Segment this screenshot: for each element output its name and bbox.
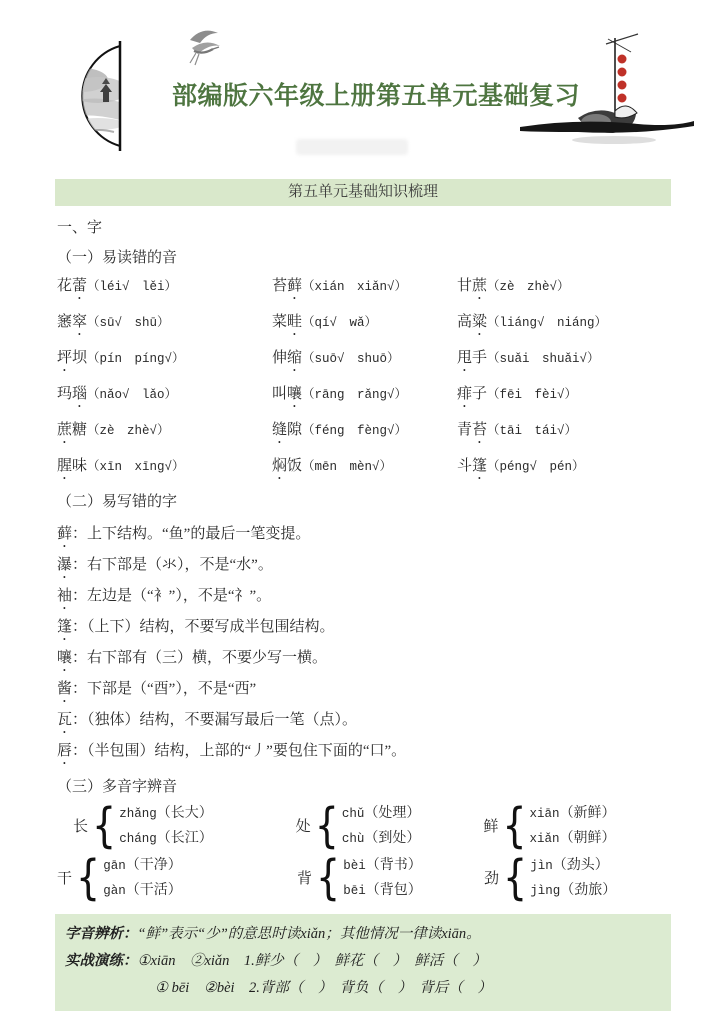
word-char: 叫 (272, 386, 288, 402)
pinyin-options: （xīn xīng√） (87, 460, 185, 474)
word-char-dotted: 缝 (272, 422, 288, 438)
head-char: 藓 (57, 526, 73, 542)
pinyin-grid (57, 276, 671, 483)
polyphonic-char: 背 (297, 870, 313, 887)
page-title: 部编版六年级上册第五单元基础复习 (172, 82, 581, 110)
reading (342, 826, 421, 851)
stroke-explanation: ：（上下）结构，不要写成半包围结构。 (72, 619, 335, 635)
note-label: 字音辨析： (65, 926, 138, 942)
pinyin-entry (272, 348, 457, 375)
polyphonic-row (55, 849, 671, 905)
pinyin-options: （suō√ shuō） (302, 352, 400, 366)
polyphonic-char: 干 (57, 870, 73, 887)
reading-pinyin: cháng (119, 832, 157, 846)
reading-pinyin: zhǎng (119, 807, 157, 821)
stroke-explanation: ：上下结构。“鱼”的最后一笔变提。 (72, 526, 311, 542)
watermark (296, 139, 408, 155)
heading-characters: 一、字 (57, 220, 103, 236)
polyphonic-group (297, 849, 484, 905)
brace-glyph: { (92, 797, 117, 853)
word-char-dotted: 嚷 (287, 386, 303, 402)
pinyin-entry (57, 420, 272, 447)
reading-pinyin: gàn (103, 884, 126, 898)
readings (530, 853, 616, 901)
head-char: 唇 (57, 743, 73, 759)
polyphonic-group (73, 797, 261, 853)
reading-example-word: （背包） (365, 883, 422, 898)
word-char-dotted: 甩 (457, 350, 473, 366)
word-char-dotted: 腥 (57, 458, 73, 474)
word-char: 高 (457, 314, 473, 330)
pinyin-entry (457, 420, 671, 447)
reading (530, 853, 616, 878)
pinyin-options: （sū√ shū） (87, 316, 170, 330)
brace-glyph: { (502, 797, 527, 853)
word-char-dotted: 篷 (472, 458, 488, 474)
head-char: 篷 (57, 619, 73, 635)
reading (343, 853, 422, 878)
stroke-explanation: ：下部是（“酉”），不是“西” (72, 681, 257, 697)
word-char: 坝 (72, 350, 88, 366)
ink-landscape-half-disc (58, 40, 124, 152)
miswritten-list (57, 520, 671, 768)
brace-glyph: { (76, 849, 101, 905)
word-char: 子 (472, 386, 488, 402)
pinyin-options: （nǎo√ lǎo） (87, 388, 178, 402)
pinyin-options: （qí√ wǎ） (302, 316, 378, 330)
pinyin-options: （léi√ lěi） (87, 280, 178, 294)
pinyin-options: （xián xiǎn√） (302, 280, 408, 294)
reading-example-word: （朝鲜） (559, 831, 616, 846)
reading (530, 801, 616, 826)
pinyin-entry (57, 348, 272, 375)
reading (530, 826, 616, 851)
head-char: 瓦 (57, 712, 73, 728)
word-char: 饭 (287, 458, 303, 474)
miswritten-item (57, 551, 671, 582)
polyphonic-char: 长 (73, 818, 89, 835)
reading-pinyin: bèi (343, 859, 366, 873)
word-char: 青 (457, 422, 473, 438)
word-char-dotted: 苔 (472, 422, 488, 438)
head-char: 酱 (57, 681, 73, 697)
polyphonic-group (57, 849, 244, 905)
pinyin-entry (57, 384, 272, 411)
pinyin-entry (457, 348, 671, 375)
practice-line-2 (65, 975, 657, 1002)
polyphonic-row (55, 797, 671, 853)
pronunciation-note (65, 921, 657, 948)
pinyin-entry (457, 312, 671, 339)
word-char: 苔 (272, 278, 288, 294)
reading-pinyin: xiǎn (529, 832, 560, 846)
pinyin-entry (57, 312, 272, 339)
heading-easily-misread: （一）易读错的音 (57, 250, 178, 266)
section-banner: 第五单元基础知识梳理 (55, 179, 671, 206)
reading-example-word: （长江） (156, 831, 213, 846)
word-char-dotted: 坪 (57, 350, 73, 366)
miswritten-item (57, 582, 671, 613)
pinyin-options: （zè zhè√） (487, 280, 570, 294)
word-char-dotted: 焖 (272, 458, 288, 474)
pinyin-options: （tāi tái√） (487, 424, 578, 438)
reading-example-word: （到处） (364, 831, 421, 846)
miswritten-item (57, 613, 671, 644)
word-char: 甘 (457, 278, 473, 294)
readings (343, 853, 422, 901)
readings (530, 801, 616, 849)
practice-box (55, 914, 671, 1011)
word-char: 斗 (457, 458, 473, 474)
reading-pinyin: xiān (529, 807, 560, 821)
pinyin-entry (457, 384, 671, 411)
pinyin-entry (457, 456, 671, 483)
reading-example-word: （新鲜） (559, 806, 616, 821)
reading (119, 801, 213, 826)
head-char: 瀑 (57, 557, 73, 573)
word-char: 花 (57, 278, 73, 294)
reading (343, 878, 422, 903)
miswritten-item (57, 520, 671, 551)
reading-example-word: （干净） (125, 858, 182, 873)
polyphonic-group (483, 797, 671, 853)
stroke-explanation: ：左边是（“衤”），不是“礻”。 (72, 588, 272, 604)
content-column (55, 179, 671, 1011)
word-char-dotted: 窣 (72, 314, 88, 330)
pinyin-options: （péng√ pén） (487, 460, 585, 474)
word-char-dotted: 蔗 (57, 422, 73, 438)
reading (530, 878, 616, 903)
reading-example-word: （长大） (156, 806, 213, 821)
word-char-dotted: 藓 (287, 278, 303, 294)
practice-text-1: ①xiān ②xiǎn 1.鲜少（ ） 鲜花（ ） 鲜活（ ） (137, 953, 487, 969)
stroke-explanation: ：（半包围）结构，上部的“丿”要包住下面的“口”。 (72, 743, 407, 759)
pinyin-options: （fēi fèi√） (487, 388, 578, 402)
word-char-dotted: 粱 (472, 314, 488, 330)
reading-pinyin: chù (341, 832, 365, 846)
readings (342, 801, 421, 849)
brace-glyph: { (503, 849, 528, 905)
pinyin-entry (272, 312, 457, 339)
reading-pinyin: gān (103, 859, 126, 873)
word-char-dotted: 缩 (287, 350, 303, 366)
polyphonic-group (484, 849, 671, 905)
heading-polyphonic: （三）多音字辨音 (57, 779, 178, 795)
practice-label: 实战演练： (65, 953, 138, 969)
miswritten-item (57, 675, 671, 706)
note-text: “鲜”表示“少”的意思时读xiǎn；其他情况一律读xiān。 (137, 926, 481, 942)
stroke-explanation: ：右下部是（氺），不是“水”。 (72, 557, 273, 573)
reading (119, 826, 213, 851)
pinyin-entry (57, 456, 272, 483)
word-char: 玛 (57, 386, 73, 402)
polyphonic-char: 处 (295, 818, 311, 835)
practice-line-1 (65, 948, 657, 975)
polyphonic-group (295, 797, 484, 853)
pinyin-entry (57, 276, 272, 303)
pinyin-entry (272, 384, 457, 411)
word-char: 隙 (287, 422, 303, 438)
miswritten-item (57, 644, 671, 675)
head-char: 袖 (57, 588, 73, 604)
pinyin-entry (272, 276, 457, 303)
reading-example-word: （劲旅） (560, 883, 617, 898)
word-char: 伸 (272, 350, 288, 366)
pinyin-options: （liáng√ niáng） (487, 316, 608, 330)
pinyin-entry (272, 420, 457, 447)
brace-glyph: { (316, 849, 341, 905)
reading-pinyin: chǔ (341, 807, 365, 821)
reading (103, 878, 182, 903)
reading-example-word: （背书） (365, 858, 422, 873)
word-char-dotted: 蕾 (72, 278, 88, 294)
readings (103, 853, 182, 901)
word-char: 味 (72, 458, 88, 474)
word-char: 菜 (272, 314, 288, 330)
reading-example-word: （劲头） (552, 858, 609, 873)
word-char-dotted: 瑙 (72, 386, 88, 402)
polyphonic-char: 鲜 (483, 818, 499, 835)
miswritten-item (57, 706, 671, 737)
heading-easily-miswritten: （二）易写错的字 (57, 494, 178, 510)
word-char-dotted: 畦 (287, 314, 303, 330)
pinyin-entry (272, 456, 457, 483)
pinyin-options: （pín píng√） (87, 352, 185, 366)
word-char-dotted: 蔗 (472, 278, 488, 294)
reading (103, 853, 182, 878)
flying-crane-icon (182, 24, 224, 68)
pinyin-options: （mēn mèn√） (302, 460, 393, 474)
word-char: 糖 (72, 422, 88, 438)
stroke-explanation: ：（独体）结构，不要漏写最后一笔（点）。 (72, 712, 358, 728)
word-char: 手 (472, 350, 488, 366)
reading-pinyin: jìn (530, 859, 553, 873)
reading-pinyin: jìng (530, 884, 561, 898)
reading-pinyin: bēi (343, 884, 366, 898)
polyphonic-char: 劲 (484, 870, 500, 887)
word-char-dotted: 痱 (457, 386, 473, 402)
readings (119, 801, 213, 849)
brace-glyph: { (314, 797, 339, 853)
pinyin-options: （suǎi shuǎi√） (487, 352, 600, 366)
pinyin-options: （zè zhè√） (87, 424, 170, 438)
head-char: 嚷 (57, 650, 73, 666)
reading-example-word: （干活） (125, 883, 182, 898)
pinyin-entry (457, 276, 671, 303)
miswritten-item (57, 737, 671, 768)
pinyin-options: （rāng rǎng√） (302, 388, 408, 402)
reading (342, 801, 421, 826)
practice-text-2: ① bēi ②bèi 2.背部（ ） 背负（ ） 背后（ ） (155, 980, 492, 996)
pinyin-options: （féng fèng√） (302, 424, 408, 438)
reading-example-word: （处理） (364, 806, 421, 821)
word-char: 窸 (57, 314, 73, 330)
stroke-explanation: ：右下部有（三）横，不要少写一横。 (72, 650, 328, 666)
